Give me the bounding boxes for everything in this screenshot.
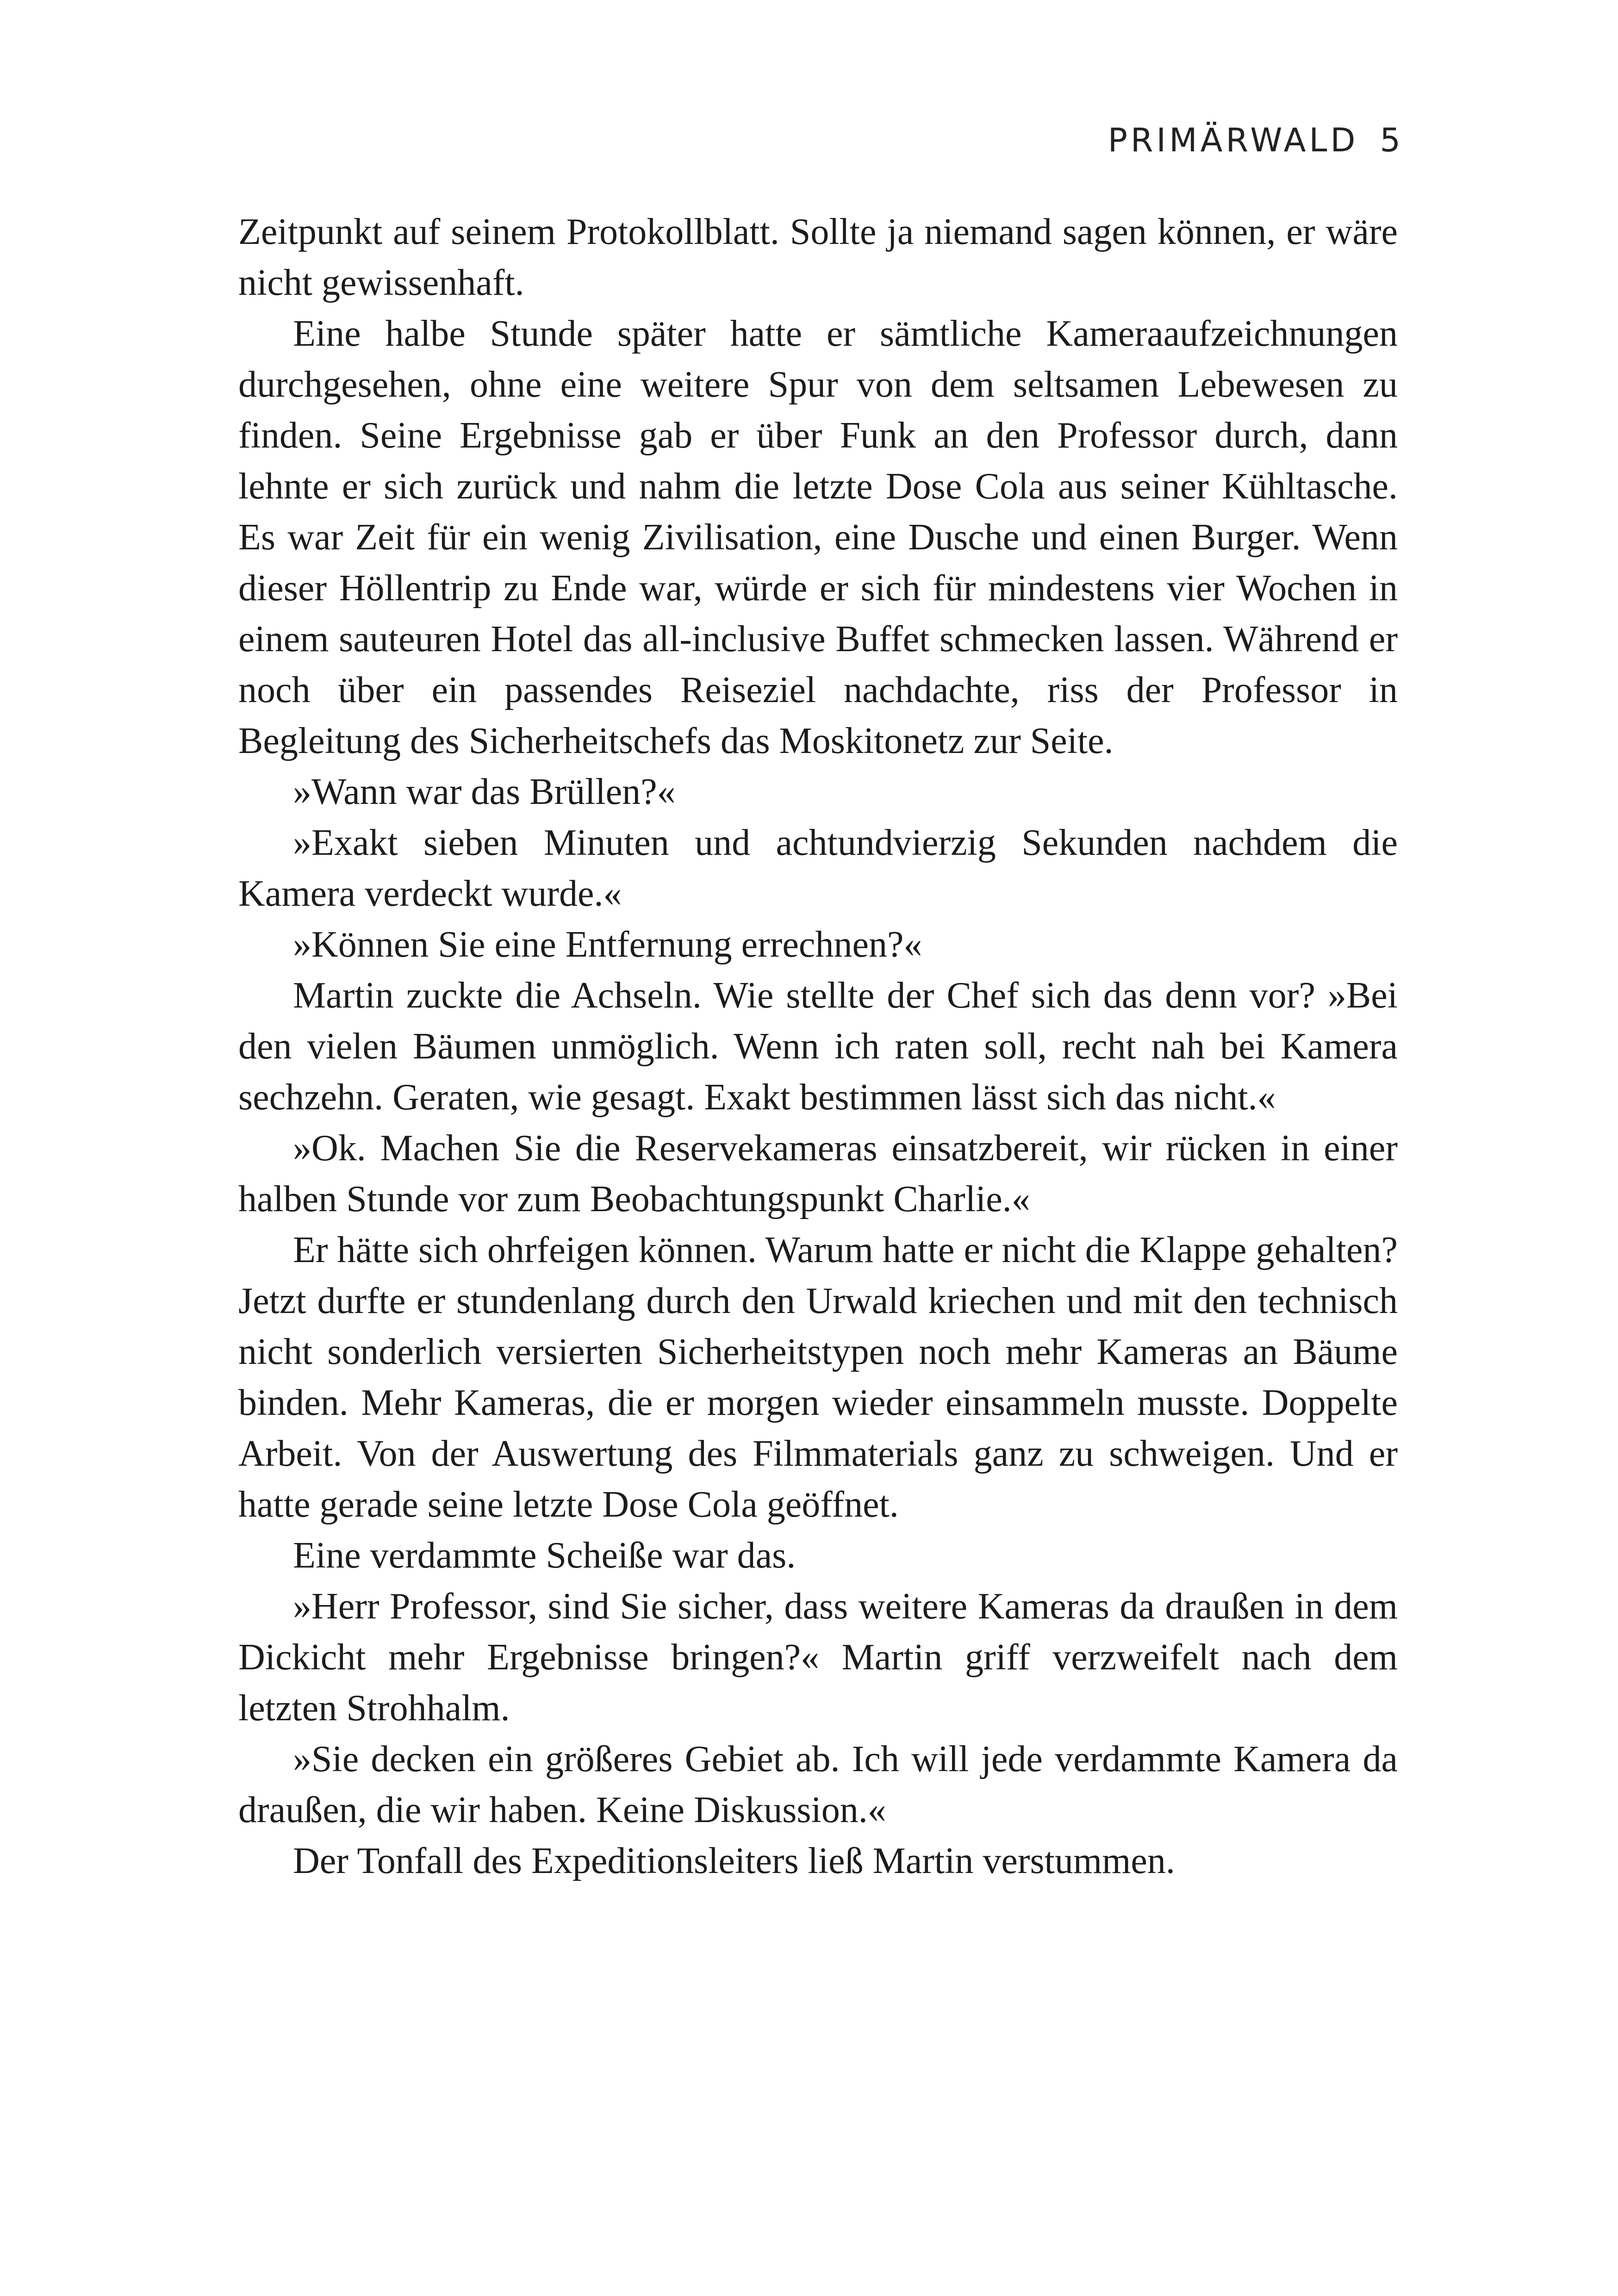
page-number: 5 bbox=[1380, 121, 1400, 159]
paragraph: »Herr Professor, sind Sie sicher, dass weitere Kameras da draußen in dem Dickicht mehr Ergebnisse bringen?« Martin griff verzweifelt nach dem letzten Strohhalm. bbox=[238, 1586, 1398, 1729]
paragraph: Zeitpunkt auf seinem Protokollblatt. Sollte ja niemand sagen können, er wäre nicht gewissenhaft. bbox=[238, 212, 1398, 303]
paragraph: »Ok. Machen Sie die Reservekameras einsatzbereit, wir rücken in einer halben Stunde vor zum Beobachtungspunkt Charlie.« bbox=[238, 1128, 1398, 1220]
paragraph: Martin zuckte die Achseln. Wie stellte der Chef sich das denn vor? »Bei den vielen Bäumen unmöglich. Wenn ich raten soll, recht nah bei Kamera sechzehn. Geraten, wie gesagt. Exakt bestimmen lässt sich das nicht.« bbox=[238, 975, 1398, 1118]
paragraph: »Sie decken ein größeres Gebiet ab. Ich will jede verdammte Kamera da draußen, die wir haben. Keine Diskussion.« bbox=[238, 1739, 1398, 1830]
running-header bbox=[1108, 121, 1400, 159]
paragraph: »Wann war das Brüllen?« bbox=[293, 772, 676, 812]
chapter-title: PRIMÄRWALD bbox=[1108, 121, 1359, 159]
paragraph: Eine verdammte Scheiße war das. bbox=[293, 1535, 796, 1576]
paragraph: Eine halbe Stunde später hatte er sämtliche Kameraaufzeichnungen durchgesehen, ohne eine weitere Spur von dem seltsamen Lebewesen zu finden. Seine Ergebnisse gab er über Funk an den Professor durch, dann lehnte er sich zurück und nahm die letzte Dose Cola aus seiner Kühltasche. Es war Zeit für ein wenig Zivilisation, eine Dusche und einen Burger. Wenn dieser Höllentrip zu Ende war, würde er sich für mindestens vier Wochen in einem sauteuren Hotel das all-inclusive Buffet schmecken lassen. Während er noch über ein passendes Reiseziel nachdachte, riss der Professor in Begleitung des Sicherheitschefs das Moskitonetz zur Seite. bbox=[238, 313, 1398, 761]
paragraph: »Können Sie eine Entfernung errechnen?« bbox=[293, 924, 922, 965]
paragraph: Der Tonfall des Expeditionsleiters ließ Martin verstummen. bbox=[293, 1841, 1175, 1881]
body-text bbox=[238, 206, 1398, 1886]
paragraph: »Exakt sieben Minuten und achtundvierzig Sekunden nachdem die Kamera verdeckt wurde.« bbox=[238, 822, 1398, 914]
paragraph: Er hätte sich ohrfeigen können. Warum hatte er nicht die Klappe gehalten? Jetzt durfte er stundenlang durch den Urwald kriechen und mit den technisch nicht sonderlich versierten Sicherheitstypen noch mehr Kameras an Bäume binden. Mehr Kameras, die er morgen wieder einsammeln musste. Doppelte Arbeit. Von der Auswertung des Filmmaterials ganz zu schweigen. Und er hatte gerade seine letzte Dose Cola geöffnet. bbox=[238, 1230, 1398, 1525]
